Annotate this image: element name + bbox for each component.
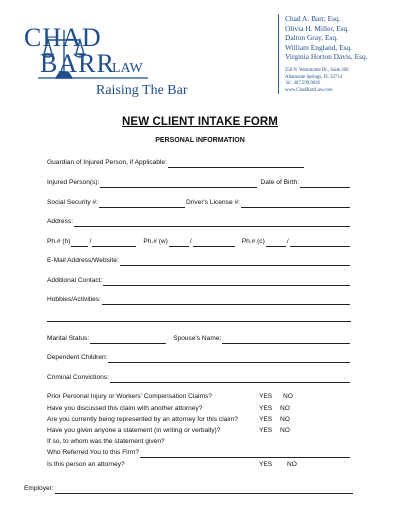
slash-separator: / [286, 238, 289, 245]
logo-line2: BARR [40, 49, 115, 78]
injured-label: Injured Person(s): [47, 179, 100, 186]
marital-row [47, 334, 351, 344]
children-label: Dependent Children: [47, 354, 108, 361]
employer-row [24, 484, 354, 494]
license-label: Driver's License #: [185, 199, 240, 206]
referred-label: Who Referred You to this Firm? [47, 449, 139, 456]
question-attorney: Is this person an attorney? [47, 461, 125, 468]
question-prior-row [47, 392, 351, 402]
hobbies-field[interactable] [102, 297, 350, 305]
license-field[interactable] [241, 200, 350, 208]
hobbies-row [47, 295, 351, 305]
logo-law: LAW [112, 61, 143, 76]
firm-logo [20, 20, 270, 100]
phone-home-area[interactable] [71, 239, 88, 247]
question-prior: Prior Personal Injury or Workers' Compensation Claims? [47, 393, 212, 400]
attorney-name: Virginia Horton Davis, Esq. [285, 52, 368, 62]
phone-work-number[interactable] [193, 239, 235, 247]
dob-field[interactable] [300, 180, 350, 188]
no-option[interactable]: NO [283, 393, 293, 400]
contact-label: Additional Contact: [47, 277, 103, 284]
referred-field[interactable] [140, 450, 350, 458]
logo-tagline: Raising The Bar [96, 83, 188, 98]
hobbies-label: Hobbies/Activities: [47, 296, 101, 303]
address-row [47, 217, 351, 227]
phone-row [47, 237, 351, 247]
question-discussed: Have you discussed this claim with another attorney? [47, 405, 203, 412]
address-street: 258 N. Westmonte Dr., Suite 200 [285, 67, 349, 73]
injured-row [47, 178, 351, 188]
no-option[interactable]: NO [280, 416, 290, 423]
address-label: Address: [47, 218, 74, 225]
phone-home-label: Ph.# (h) [47, 238, 71, 245]
logo-line1: CHAD [24, 23, 102, 52]
attorney-name: Dalton Gray, Esq. [285, 33, 338, 43]
children-row [47, 353, 351, 363]
no-option[interactable]: NO [280, 405, 290, 412]
slash-separator: / [189, 238, 192, 245]
email-label: E-Mail Address/Website: [47, 257, 119, 264]
question-statement-row [47, 426, 351, 436]
children-field[interactable] [108, 355, 350, 363]
no-option[interactable]: NO [280, 427, 290, 434]
phone-cell-number[interactable] [290, 239, 350, 247]
contact-field[interactable] [103, 278, 350, 286]
guardian-field[interactable] [168, 160, 304, 168]
yes-option[interactable]: YES [259, 405, 273, 412]
question-whom-row [47, 437, 351, 447]
attorney-name: Olivia H. Miller, Esq. [285, 23, 350, 33]
phone-number: ☏: 407.599.9036 [285, 81, 320, 87]
contact-row [47, 276, 351, 286]
ssn-row [47, 198, 351, 208]
ssn-label: Social Security #: [47, 199, 98, 206]
marital-label: Marital Status: [47, 335, 90, 342]
form-title: NEW CLIENT INTAKE FORM [122, 116, 278, 128]
injured-field[interactable] [100, 180, 256, 188]
hobbies-field-extra[interactable] [47, 321, 351, 322]
employer-label: Employer: [24, 485, 54, 492]
yes-option[interactable]: YES [259, 427, 273, 434]
slash-separator: / [89, 238, 92, 245]
dob-label: Date of Birth: [260, 179, 299, 186]
website-link[interactable]: www.ChadBarrLaw.com [285, 87, 333, 93]
phone-home-number[interactable] [92, 239, 136, 247]
referred-row [47, 448, 351, 458]
guardian-label: Guardian of Injured Person, if Applicable: [47, 159, 167, 166]
marital-field[interactable] [90, 336, 166, 344]
phone-cell-area[interactable] [266, 239, 286, 247]
address-field[interactable] [74, 219, 350, 227]
address-city: Altamonte Springs, FL 32714 [285, 74, 343, 80]
question-represented: Are you currently being represented by an attorney for this claim? [47, 416, 238, 423]
attorney-name: Chad A. Barr, Esq. [285, 14, 341, 23]
yes-option[interactable]: YES [259, 461, 273, 468]
question-statement: Have you given anyone a statement (in writing or verbally)? [47, 427, 221, 434]
no-option[interactable]: NO [287, 461, 297, 468]
spouse-field[interactable] [222, 336, 350, 344]
guardian-row [47, 158, 305, 168]
phone-work-area[interactable] [169, 239, 189, 247]
criminal-field[interactable] [110, 375, 350, 383]
question-discussed-row [47, 404, 351, 414]
yes-option[interactable]: YES [259, 416, 273, 423]
section-heading: PERSONAL INFORMATION [155, 137, 245, 144]
employer-field[interactable] [55, 486, 353, 494]
spouse-label: Spouse's Name: [173, 335, 222, 342]
phone-work-label: Ph.# (w) [143, 238, 168, 245]
firm-info [278, 14, 400, 94]
question-attorney-row [47, 460, 351, 470]
criminal-row [47, 373, 351, 383]
yes-option[interactable]: YES [259, 393, 273, 400]
phone-cell-label: Ph.# (c) [241, 238, 265, 245]
criminal-label: Criminal Convictions: [47, 374, 109, 381]
email-row [47, 256, 351, 266]
question-whom: If so, to whom was the statement given? [47, 438, 165, 445]
attorney-name: William England, Esq. [285, 42, 353, 52]
question-represented-row [47, 415, 351, 425]
email-field[interactable] [120, 258, 350, 266]
ssn-field[interactable] [99, 200, 185, 208]
